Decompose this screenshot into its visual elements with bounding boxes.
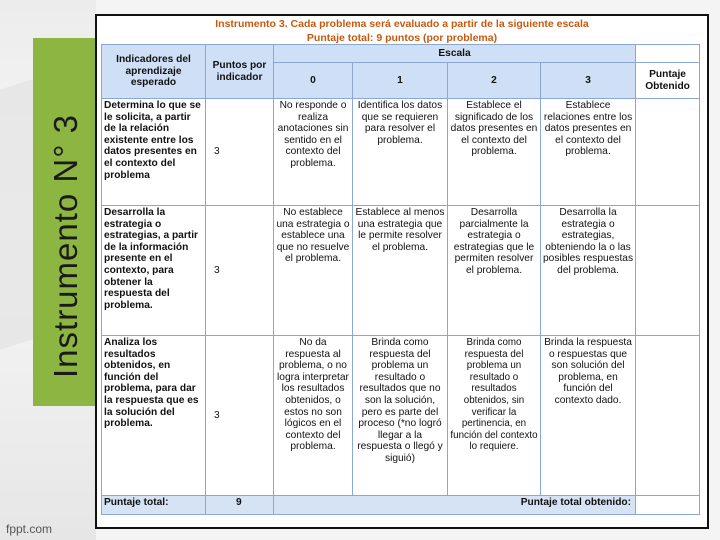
footer-watermark: fppt.com — [6, 522, 53, 536]
header-obtained: Puntaje Obtenido — [636, 63, 700, 99]
indicator-cell: Analiza los resultados obtenidos, en función del problema, para dar la respuesta que es la solución del problema. — [102, 336, 206, 496]
level-cell: Establece el significado de los datos presentes en el contexto del problema. — [448, 99, 541, 206]
scale-level-2: 2 — [448, 63, 541, 99]
header-points: Puntos por indicador — [206, 45, 274, 99]
total-value: 9 — [206, 496, 274, 515]
points-cell: 3 — [206, 336, 274, 496]
header-blank — [636, 45, 700, 63]
header-indicators: Indicadores del aprendizaje esperado — [102, 45, 206, 99]
obtained-cell[interactable] — [636, 99, 700, 206]
total-row — [102, 496, 700, 515]
indicator-cell: Desarrolla la estrategia o estrategias, a partir de la información presente en el contexto, para obtener la respuesta del problema. — [102, 206, 206, 336]
obtained-cell[interactable] — [636, 336, 700, 496]
scale-level-3: 3 — [541, 63, 636, 99]
points-cell: 3 — [206, 99, 274, 206]
total-obtained-label: Puntaje total obtenido: — [274, 496, 636, 515]
total-obtained-cell[interactable] — [636, 496, 700, 515]
level-cell: Establece al menos una estrategia que le permite resolver el problema. — [353, 206, 448, 336]
level-cell: Desarrolla parcialmente la estrategia o estrategias que le permiten resolver el problema. — [448, 206, 541, 336]
table-row — [102, 336, 700, 496]
header-scale: Escala — [274, 45, 636, 63]
rubric-table — [101, 44, 700, 515]
level-cell: Brinda la respuesta o respuestas que son solución del problema, en función del contexto dado. — [541, 336, 636, 496]
total-label: Puntaje total: — [102, 496, 206, 515]
table-row — [102, 206, 700, 336]
level-cell: Brinda como respuesta del problema un resultado o resultados que no son la solución, pero es parte del proceso (*no logró llegar a la respuesta o llegó y siguió) — [353, 336, 448, 496]
level-cell: No responde o realiza anotaciones sin sentido en el contexto del problema. — [274, 99, 353, 206]
document-header-line2: Puntaje total: 9 puntos (por problema) — [306, 32, 498, 44]
scale-level-0: 0 — [274, 63, 353, 99]
scale-level-1: 1 — [353, 63, 448, 99]
document-frame — [95, 14, 709, 529]
obtained-cell[interactable] — [636, 206, 700, 336]
level-cell: No establece una estrategia o establece una que no resuelve el problema. — [274, 206, 353, 336]
level-cell: Establece relaciones entre los datos presentes en el contexto del problema. — [541, 99, 636, 206]
level-cell: Desarrolla la estrategia o estrategias, obteniendo la o las posibles respuestas del problema. — [541, 206, 636, 336]
level-cell: Identifica los datos que se requieren para resolver el problema. — [353, 99, 448, 206]
document-header-line1: Instrumento 3. Cada problema será evaluado a partir de la siguiente escala — [215, 18, 589, 30]
points-cell: 3 — [206, 206, 274, 336]
level-cell: Brinda como respuesta del problema un resultado o resultados obtenidos, sin verificar la pertinencia, en función del contexto lo requiere. — [448, 336, 541, 496]
table-row — [102, 99, 700, 206]
slide-title: Instrumento N° 3 — [47, 114, 84, 378]
indicator-cell: Determina lo que se le solicita, a partir de la relación existente entre los datos presentes en el contexto del problema — [102, 99, 206, 206]
level-cell: No da respuesta al problema, o no logra interpretar los resultados obtenidos, o estos no son lógicos en el contexto del problema. — [274, 336, 353, 496]
